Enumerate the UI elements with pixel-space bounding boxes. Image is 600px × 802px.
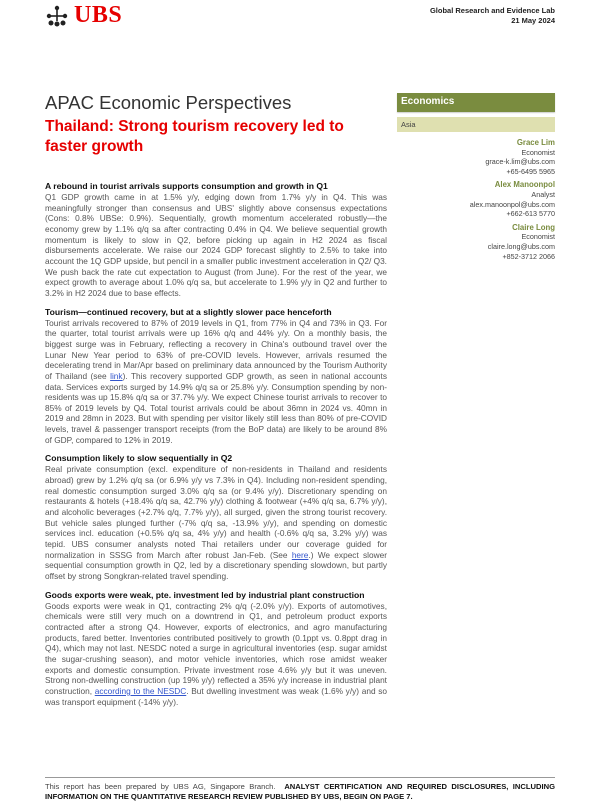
author-list (470, 138, 555, 265)
author-email[interactable]: grace-k.lim@ubs.com (485, 157, 555, 167)
tourism-authority-link[interactable]: link (110, 370, 123, 381)
footer-text: This report has been prepared by UBS AG, Singapore Branch. (45, 782, 276, 791)
brand-name: UBS (74, 2, 123, 28)
section-paragraph (45, 318, 387, 446)
section-heading: Consumption likely to slow sequentially in Q2 (45, 453, 233, 464)
paragraph-text: Goods exports were weak in Q1, contracting 2% q/q (-2.0% y/y). Exports of automotives, chemicals were still very much on a downtrend in Q1, and petroleum product exports contracted after a strong Q4. However, exports of electronics, and agro manufacturing products, fared better. Inventories contributed positively to growth (0.1ppt vs. 0.8ppt drag in Q4), which may not last. NESDC noted a surge in agricultural inventories (esp. sugar amidst the sugar-crushing season), and motor vehicle inventories, which rose amidst weaker exports and domestic consumption. Private investment rose 4.6% y/y but it was uneven. Strong non-dwelling construction (up 19% y/y) reflected a 35% y/y increase in industrial plant construction, (45, 600, 387, 696)
author-card (470, 223, 555, 261)
lab-name: Global Research and Evidence Lab (429, 6, 555, 15)
paragraph-text: .) We expect slower sequential consumption growth in Q2, led by a discretionary spending slowdown, but partly offset by strong Songkran-related travel spending. (45, 549, 387, 581)
page-subtitle: Thailand: Strong tourism recovery led to faster growth (45, 118, 344, 155)
author-role: Economist (521, 147, 555, 157)
author-email[interactable]: claire.long@ubs.com (487, 241, 555, 251)
footer-disclosure: ANALYST CERTIFICATION AND REQUIRED DISCLOSURES, INCLUDING INFORMATION ON THE QUANTITATIVE RESEARCH REVIEW PUBLISHED BY UBS, BEGIN ON PAGE 7. (45, 782, 555, 801)
section-heading: Goods exports were weak, pte. investment led by industrial plant construction (45, 589, 365, 600)
author-name: Grace Lim (516, 138, 555, 147)
retailers-link[interactable]: here (291, 549, 309, 560)
author-role: Economist (521, 232, 555, 242)
author-name: Alex Manoonpol (494, 180, 555, 190)
section-heading: A rebound in tourist arrivals supports consumption and growth in Q1 (45, 181, 328, 191)
report-body (45, 181, 387, 715)
paragraph-text: Real private consumption (excl. expenditure of non-residents in Thailand and residents abroad) grew by 1.2% q/q sa (or 6.9% y/y vs 7.3% in Q4). Including non-resident spending, real domestic consumption surged 3.0% q/q sa (or 9.4% y/y). Discretionary spending on restaurants & hotels (+18.4% q/q sa, 42.7% y/y) clothing & footwear (+4% q/q sa, 6.7% y/y), and alcoholic beverages (+2.7% q/q, 7.7% y/y), all surged, given the strong tourist recovery. But vehicle sales plunged further (-7% q/q sa, -13.9% y/y), and spending on domestic services incl. education (+0.5% q/q sa, 4% y/y) and health (-0.6% q/q sa, 3.2% y/y) was tepid. UBS consumer analysts noted Thai retailers under our coverage guided for normalization in SSSG from March after robust Jan-Feb. (See (45, 464, 387, 560)
disclosure-footer (45, 782, 555, 802)
paragraph-text: . But dwelling investment was weak (1.6% y/y) and so was transport equipment (-14% y/y). (45, 685, 387, 707)
nesdc-link[interactable]: according to the NESDC (94, 685, 187, 696)
section-paragraph (45, 601, 387, 708)
footer-divider (45, 777, 555, 778)
paragraph-text: Tourist arrivals recovered to 87% of 2019 levels in Q1, from 77% in Q4 and 73% in Q3. For the quarter, total tourist arrivals were up 16% q/q and 44% y/y. On a monthly basis, the biggest surge was in February, reflecting a recovery in China's outbound travel over the Lunar New Year period to 63% of pre-COVID levels. However, arrivals resumed the decelerating trend in Mar/Apr based on preliminary data announced by the Tourism Authority of Thailand (see (45, 317, 387, 381)
section-heading: Tourism—continued recovery, but at a slightly slower pace henceforth (45, 306, 332, 317)
author-email[interactable]: alex.manoonpol@ubs.com (469, 199, 555, 209)
three-keys-icon (45, 4, 69, 28)
header-info (430, 6, 555, 26)
report-date: 21 May 2024 (511, 16, 555, 25)
author-name: Claire Long (512, 222, 555, 232)
author-phone: +852-3712 2066 (502, 251, 555, 261)
section-paragraph (45, 464, 387, 581)
author-role: Analyst (531, 189, 555, 199)
region-badge: Asia (397, 117, 555, 132)
author-phone: +662-613 5770 (506, 209, 555, 219)
author-phone: +65-6495 5965 (506, 166, 555, 176)
page-title: APAC Economic Perspectives (45, 92, 292, 113)
author-card (470, 138, 555, 176)
author-card (470, 180, 555, 218)
paragraph-text: ). This recovery supported GDP growth, as seen in national accounts data. Services exports surged by 14.9% q/q sa or 25.8% y/y. Consumption spending by non-residents was up 15.8% q/q sa or 37.7% y/y. We expect Chinese tourist arrivals to recover to 85% of 2019 levels by Q4. Total tourist arrivals could be about 36mn in 2024 vs. 40mn in 2019 and 28mn in 2023. But with spending per visitor likely still less than 80% of pre-COVID levels, travel & passenger transport receipts (from the BoP data) are likely to be around 8% of GDP, compared to 12% in 2019. (45, 370, 387, 445)
section-paragraph: Q1 GDP growth came in at 1.5% y/y, edging down from 1.7% y/y in Q4. This was meaningfully stronger than consensus and UBS' slightly above consensus expectations (Cons: 0.8% UBSe: 0.9%). Sequentially, growth momentum accelerated robustly—the economy grew by 1.1% q/q sa after contracting 0.4% in Q4. We believe sequential growth momentum is likely to slow in Q2, before picking up again in H2 2024 as fiscal disbursements accelerate. We raise our 2024 GDP forecast slightly to 2.5% to take into account the 1Q GDP upside, but pencil in a smaller public investment acceleration in Q2/ Q3. We push back the rate cut expectation to August (from June). For the rest of the year, we expect growth to average about 1.0% q/q sa, but accelerate to 1.9% y/y in Q2 and further to 3.2% in H2 2024 due to base effects. (45, 192, 387, 298)
category-badge: Economics (397, 93, 555, 112)
ubs-logo (45, 2, 122, 29)
